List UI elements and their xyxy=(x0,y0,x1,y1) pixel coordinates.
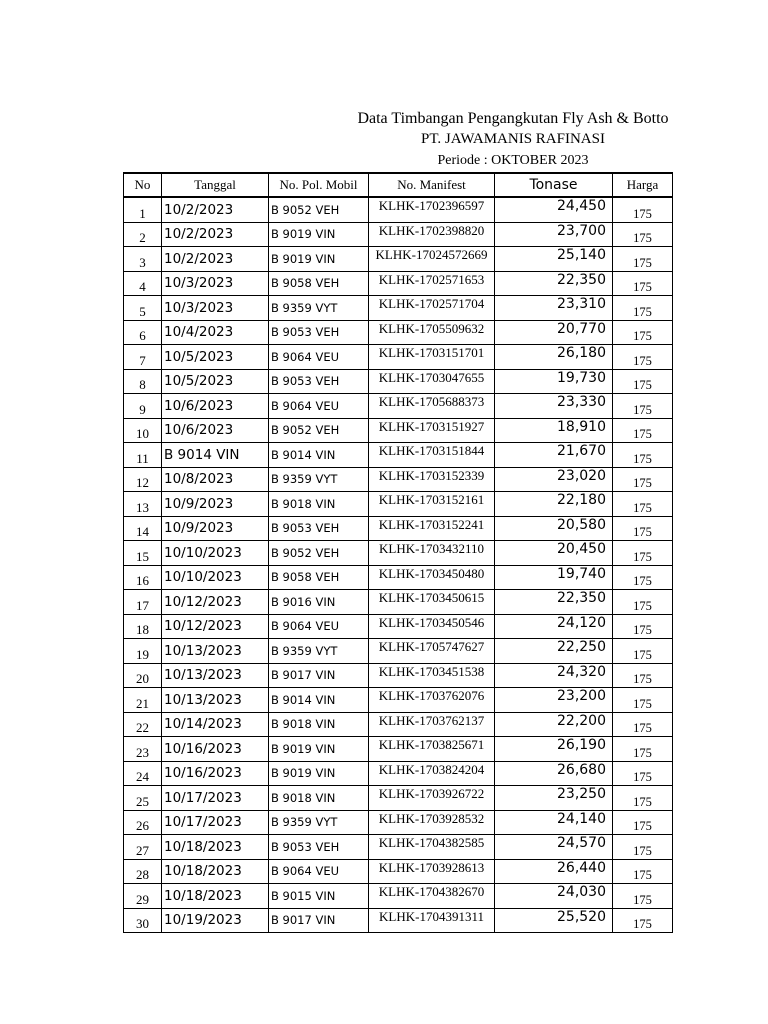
cell-no-pol-mobil: B 9014 VIN xyxy=(269,443,369,468)
cell-harga: 175 xyxy=(613,639,673,664)
table-row xyxy=(124,345,673,370)
cell-no: 9 xyxy=(124,394,162,419)
cell-harga: 175 xyxy=(613,663,673,688)
cell-no-pol-mobil: B 9019 VIN xyxy=(269,737,369,762)
cell-no-pol-mobil: B 9016 VIN xyxy=(269,590,369,615)
cell-tonase: 25,140 xyxy=(495,247,613,272)
document-title: Data Timbangan Pengangkutan Fly Ash & Botto xyxy=(357,110,669,127)
cell-no-manifest: KLHK-1703762076 xyxy=(369,688,495,713)
table-row xyxy=(124,320,673,345)
cell-no-manifest: KLHK-1703450615 xyxy=(369,590,495,615)
cell-no-manifest: KLHK-1703151701 xyxy=(369,345,495,370)
cell-tanggal: 10/19/2023 xyxy=(162,908,269,933)
cell-harga: 175 xyxy=(613,737,673,762)
cell-no-manifest: KLHK-1702571704 xyxy=(369,296,495,321)
cell-no-pol-mobil: B 9053 VEH xyxy=(269,835,369,860)
cell-tanggal: 10/17/2023 xyxy=(162,786,269,811)
table-row xyxy=(124,197,673,222)
cell-tanggal: 10/2/2023 xyxy=(162,197,269,222)
header-no-manifest: No. Manifest xyxy=(369,173,495,197)
table-row xyxy=(124,516,673,541)
cell-tanggal: 10/9/2023 xyxy=(162,492,269,517)
cell-no: 27 xyxy=(124,835,162,860)
cell-no: 13 xyxy=(124,492,162,517)
cell-harga: 175 xyxy=(613,467,673,492)
cell-no: 25 xyxy=(124,786,162,811)
cell-harga: 175 xyxy=(613,541,673,566)
cell-no-manifest: KLHK-1705688373 xyxy=(369,394,495,419)
cell-tonase: 22,350 xyxy=(495,590,613,615)
cell-harga: 175 xyxy=(613,884,673,909)
cell-tonase: 21,670 xyxy=(495,443,613,468)
table-row xyxy=(124,908,673,933)
cell-no-pol-mobil: B 9019 VIN xyxy=(269,222,369,247)
cell-no-manifest: KLHK-1703152161 xyxy=(369,492,495,517)
cell-tonase: 24,570 xyxy=(495,835,613,860)
cell-no: 16 xyxy=(124,565,162,590)
table-row xyxy=(124,737,673,762)
cell-harga: 175 xyxy=(613,786,673,811)
cell-harga: 175 xyxy=(613,247,673,272)
cell-tanggal: 10/5/2023 xyxy=(162,369,269,394)
cell-no: 18 xyxy=(124,614,162,639)
cell-harga: 175 xyxy=(613,688,673,713)
cell-harga: 175 xyxy=(613,394,673,419)
weighing-table xyxy=(123,172,673,933)
table-row xyxy=(124,443,673,468)
cell-harga: 175 xyxy=(613,443,673,468)
table-row xyxy=(124,565,673,590)
cell-tanggal: 10/13/2023 xyxy=(162,688,269,713)
table-row xyxy=(124,639,673,664)
cell-no-pol-mobil: B 9064 VEU xyxy=(269,345,369,370)
cell-harga: 175 xyxy=(613,859,673,884)
cell-tonase: 20,450 xyxy=(495,541,613,566)
cell-tonase: 23,250 xyxy=(495,786,613,811)
cell-tanggal: 10/18/2023 xyxy=(162,884,269,909)
cell-no: 3 xyxy=(124,247,162,272)
cell-no: 8 xyxy=(124,369,162,394)
cell-no: 22 xyxy=(124,712,162,737)
table-row xyxy=(124,614,673,639)
cell-no: 4 xyxy=(124,271,162,296)
cell-no: 15 xyxy=(124,541,162,566)
document-header xyxy=(340,108,686,171)
cell-no: 28 xyxy=(124,859,162,884)
cell-tanggal: 10/12/2023 xyxy=(162,614,269,639)
cell-tanggal: 10/3/2023 xyxy=(162,296,269,321)
cell-tanggal: 10/4/2023 xyxy=(162,320,269,345)
cell-no: 29 xyxy=(124,884,162,909)
cell-tonase: 26,440 xyxy=(495,859,613,884)
cell-no-pol-mobil: B 9359 VYT xyxy=(269,810,369,835)
cell-no-pol-mobil: B 9052 VEH xyxy=(269,418,369,443)
cell-tonase: 26,190 xyxy=(495,737,613,762)
cell-tanggal: 10/10/2023 xyxy=(162,541,269,566)
cell-no: 17 xyxy=(124,590,162,615)
cell-no-pol-mobil: B 9014 VIN xyxy=(269,688,369,713)
cell-tanggal: 10/2/2023 xyxy=(162,222,269,247)
table-row xyxy=(124,369,673,394)
cell-tonase: 23,200 xyxy=(495,688,613,713)
cell-tanggal: 10/17/2023 xyxy=(162,810,269,835)
cell-no-pol-mobil: B 9359 VYT xyxy=(269,639,369,664)
cell-tanggal: 10/16/2023 xyxy=(162,737,269,762)
table-row xyxy=(124,247,673,272)
cell-tanggal: 10/14/2023 xyxy=(162,712,269,737)
cell-no-manifest: KLHK-1705509632 xyxy=(369,320,495,345)
cell-no-pol-mobil: B 9018 VIN xyxy=(269,492,369,517)
cell-harga: 175 xyxy=(613,908,673,933)
cell-no-pol-mobil: B 9019 VIN xyxy=(269,761,369,786)
cell-no-pol-mobil: B 9058 VEH xyxy=(269,565,369,590)
cell-no-manifest: KLHK-1703928613 xyxy=(369,859,495,884)
cell-tanggal: 10/12/2023 xyxy=(162,590,269,615)
cell-harga: 175 xyxy=(613,197,673,222)
cell-tanggal: 10/18/2023 xyxy=(162,859,269,884)
cell-no: 11 xyxy=(124,443,162,468)
cell-no: 21 xyxy=(124,688,162,713)
cell-tonase: 23,330 xyxy=(495,394,613,419)
cell-no-manifest: KLHK-1702398820 xyxy=(369,222,495,247)
cell-tanggal: 10/6/2023 xyxy=(162,394,269,419)
cell-tonase: 24,140 xyxy=(495,810,613,835)
cell-no-manifest: KLHK-1703047655 xyxy=(369,369,495,394)
cell-harga: 175 xyxy=(613,835,673,860)
cell-no-manifest: KLHK-1703451538 xyxy=(369,663,495,688)
cell-no: 5 xyxy=(124,296,162,321)
table-row xyxy=(124,541,673,566)
header-tanggal: Tanggal xyxy=(162,173,269,197)
cell-harga: 175 xyxy=(613,418,673,443)
cell-no-manifest: KLHK-1704382585 xyxy=(369,835,495,860)
cell-no-manifest: KLHK-1703152339 xyxy=(369,467,495,492)
cell-no-pol-mobil: B 9053 VEH xyxy=(269,369,369,394)
cell-tonase: 19,740 xyxy=(495,565,613,590)
cell-no: 12 xyxy=(124,467,162,492)
cell-no-pol-mobil: B 9017 VIN xyxy=(269,663,369,688)
cell-tonase: 23,020 xyxy=(495,467,613,492)
table-row xyxy=(124,712,673,737)
cell-no-pol-mobil: B 9018 VIN xyxy=(269,786,369,811)
cell-no: 7 xyxy=(124,345,162,370)
cell-tanggal: 10/6/2023 xyxy=(162,418,269,443)
cell-no: 26 xyxy=(124,810,162,835)
cell-no: 2 xyxy=(124,222,162,247)
cell-tanggal: 10/18/2023 xyxy=(162,835,269,860)
table-row xyxy=(124,859,673,884)
cell-tonase: 22,250 xyxy=(495,639,613,664)
report-period: Periode : OKTOBER 2023 xyxy=(437,153,589,168)
cell-no-pol-mobil: B 9015 VIN xyxy=(269,884,369,909)
cell-no-manifest: KLHK-1703762137 xyxy=(369,712,495,737)
cell-no: 23 xyxy=(124,737,162,762)
cell-no-manifest: KLHK-17024572669 xyxy=(369,247,495,272)
cell-no-pol-mobil: B 9019 VIN xyxy=(269,247,369,272)
cell-no-manifest: KLHK-1703928532 xyxy=(369,810,495,835)
cell-tonase: 23,310 xyxy=(495,296,613,321)
cell-tonase: 19,730 xyxy=(495,369,613,394)
cell-harga: 175 xyxy=(613,810,673,835)
header-no-pol-mobil: No. Pol. Mobil xyxy=(269,173,369,197)
cell-harga: 175 xyxy=(613,492,673,517)
cell-tonase: 24,450 xyxy=(495,197,613,222)
table-row xyxy=(124,271,673,296)
cell-harga: 175 xyxy=(613,296,673,321)
cell-harga: 175 xyxy=(613,271,673,296)
table-row xyxy=(124,394,673,419)
cell-tanggal: 10/5/2023 xyxy=(162,345,269,370)
cell-no-manifest: KLHK-1703152241 xyxy=(369,516,495,541)
cell-no: 24 xyxy=(124,761,162,786)
cell-no: 14 xyxy=(124,516,162,541)
cell-harga: 175 xyxy=(613,614,673,639)
cell-no-manifest: KLHK-1705747627 xyxy=(369,639,495,664)
cell-tanggal: 10/8/2023 xyxy=(162,467,269,492)
cell-no-pol-mobil: B 9064 VEU xyxy=(269,859,369,884)
cell-no-manifest: KLHK-1703450480 xyxy=(369,565,495,590)
cell-harga: 175 xyxy=(613,761,673,786)
table-row xyxy=(124,418,673,443)
table-row xyxy=(124,761,673,786)
table-row xyxy=(124,492,673,517)
cell-no-manifest: KLHK-1703450546 xyxy=(369,614,495,639)
cell-tanggal: 10/10/2023 xyxy=(162,565,269,590)
table-body xyxy=(124,197,673,933)
cell-harga: 175 xyxy=(613,345,673,370)
cell-tanggal: 10/16/2023 xyxy=(162,761,269,786)
cell-no-pol-mobil: B 9064 VEU xyxy=(269,614,369,639)
cell-tanggal: 10/13/2023 xyxy=(162,639,269,664)
cell-no-pol-mobil: B 9052 VEH xyxy=(269,541,369,566)
table-row xyxy=(124,688,673,713)
cell-no-pol-mobil: B 9053 VEH xyxy=(269,320,369,345)
table-row xyxy=(124,810,673,835)
table-header-row xyxy=(124,173,673,197)
cell-tanggal: 10/3/2023 xyxy=(162,271,269,296)
cell-tonase: 23,700 xyxy=(495,222,613,247)
cell-tonase: 25,520 xyxy=(495,908,613,933)
cell-tonase: 22,180 xyxy=(495,492,613,517)
cell-harga: 175 xyxy=(613,369,673,394)
header-harga: Harga xyxy=(613,173,673,197)
cell-tanggal: 10/9/2023 xyxy=(162,516,269,541)
cell-no-pol-mobil: B 9064 VEU xyxy=(269,394,369,419)
cell-no-manifest: KLHK-1702396597 xyxy=(369,197,495,222)
header-no: No xyxy=(124,173,162,197)
cell-no: 10 xyxy=(124,418,162,443)
cell-no-manifest: KLHK-1704391311 xyxy=(369,908,495,933)
table-row xyxy=(124,222,673,247)
cell-harga: 175 xyxy=(613,320,673,345)
table-row xyxy=(124,663,673,688)
cell-no: 30 xyxy=(124,908,162,933)
cell-no-pol-mobil: B 9359 VYT xyxy=(269,467,369,492)
cell-no: 19 xyxy=(124,639,162,664)
company-name: PT. JAWAMANIS RAFINASI xyxy=(421,131,605,147)
cell-no: 20 xyxy=(124,663,162,688)
table-row xyxy=(124,467,673,492)
cell-harga: 175 xyxy=(613,516,673,541)
cell-no-manifest: KLHK-1703432110 xyxy=(369,541,495,566)
cell-tanggal: B 9014 VIN xyxy=(162,443,269,468)
cell-no-manifest: KLHK-1704382670 xyxy=(369,884,495,909)
cell-no-manifest: KLHK-1703151844 xyxy=(369,443,495,468)
cell-tonase: 20,580 xyxy=(495,516,613,541)
cell-harga: 175 xyxy=(613,590,673,615)
cell-no-pol-mobil: B 9053 VEH xyxy=(269,516,369,541)
table-row xyxy=(124,590,673,615)
cell-no-pol-mobil: B 9052 VEH xyxy=(269,197,369,222)
cell-tonase: 24,320 xyxy=(495,663,613,688)
cell-no-manifest: KLHK-1702571653 xyxy=(369,271,495,296)
table-row xyxy=(124,296,673,321)
table-row xyxy=(124,835,673,860)
cell-harga: 175 xyxy=(613,712,673,737)
cell-tonase: 22,350 xyxy=(495,271,613,296)
cell-tonase: 22,200 xyxy=(495,712,613,737)
cell-no-manifest: KLHK-1703151927 xyxy=(369,418,495,443)
cell-tonase: 26,680 xyxy=(495,761,613,786)
cell-no-manifest: KLHK-1703926722 xyxy=(369,786,495,811)
cell-no-manifest: KLHK-1703824204 xyxy=(369,761,495,786)
cell-tonase: 20,770 xyxy=(495,320,613,345)
cell-no-pol-mobil: B 9058 VEH xyxy=(269,271,369,296)
cell-no: 6 xyxy=(124,320,162,345)
cell-tonase: 18,910 xyxy=(495,418,613,443)
cell-no: 1 xyxy=(124,197,162,222)
cell-no-manifest: KLHK-1703825671 xyxy=(369,737,495,762)
cell-harga: 175 xyxy=(613,222,673,247)
cell-harga: 175 xyxy=(613,565,673,590)
table-row xyxy=(124,884,673,909)
cell-tanggal: 10/2/2023 xyxy=(162,247,269,272)
cell-no-pol-mobil: B 9017 VIN xyxy=(269,908,369,933)
cell-tonase: 24,030 xyxy=(495,884,613,909)
cell-no-pol-mobil: B 9018 VIN xyxy=(269,712,369,737)
cell-tanggal: 10/13/2023 xyxy=(162,663,269,688)
table-row xyxy=(124,786,673,811)
header-tonase: Tonase xyxy=(495,173,613,197)
cell-no-pol-mobil: B 9359 VYT xyxy=(269,296,369,321)
cell-tonase: 26,180 xyxy=(495,345,613,370)
cell-tonase: 24,120 xyxy=(495,614,613,639)
